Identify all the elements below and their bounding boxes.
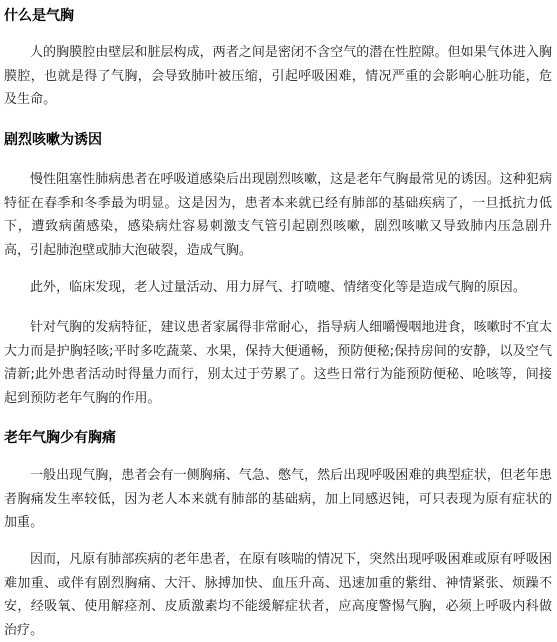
section-heading-cough-cause: 剧烈咳嗽为诱因	[4, 132, 102, 148]
section-heading-chest-pain: 老年气胸少有胸痛	[4, 430, 116, 446]
paragraph-warning: 因而，凡原有肺部疾病的老年患者，在原有咳喘的情况下，突然出现呼吸困难或原有呼吸困难加重、或伴有剧烈胸痛、大汗、脉搏加快、血压升高、迅速加重的紫绀、神情紧张、烦躁不安，经吸氧、使用解痉剂、皮质激素均不能缓解症状者，应高度警惕气胸，必须上呼吸内科做治疗。	[4, 552, 553, 638]
section-heading-what-is-pneumothorax: 什么是气胸	[4, 8, 74, 24]
paragraph-other-causes: 此外，临床发现，老人过量活动、用力屏气、打喷嚏、情绪变化等是造成气胸的原因。	[30, 280, 526, 295]
paragraph-definition: 人的胸膜腔由壁层和脏层构成，两者之间是密闭不含空气的潜在性腔隙。但如果气体进入胸膜腔，也就是得了气胸，会导致肺叶被压缩，引起呼吸困难，情况严重的会影响心脏功能，危及生命。	[4, 45, 553, 107]
paragraph-symptoms: 一般出现气胸，患者会有一侧胸痛、气急、憋气，然后出现呼吸困难的典型症状，但老年患者胸痛发生率较低，因为老人本来就有肺部的基础病，加上同感迟钝，可只表现为原有症状的加重。	[4, 468, 553, 530]
paragraph-prevention: 针对气胸的发病特征，建议患者家属得非常耐心，指导病人细嚼慢咽地进食，咳嗽时不宜太大力而是护胸轻咳;平时多吃蔬菜、水果，保持大便通畅，预防便秘;保持房间的安静，以及空气 清新;此外患者活动时得量力而行，别太过于劳累了。这些日常行为能预防便秘、呛咳等，间接起到预防老年气胸的作用。	[4, 320, 553, 406]
paragraph-cough-cause: 慢性阻塞性肺病患者在呼吸道感染后出现剧烈咳嗽，这是老年气胸最常见的诱因。这种犯病特征在春季和冬季最为明显。这是因为，患者本来就已经有肺部的基础疾病了，一旦抵抗力低下，遭致病菌感染，感染病灶容易刺激支气管引起剧烈咳嗽，剧烈咳嗽又导致肺内压急剧升高，引起肺泡壁或肺大泡破裂，造成气胸。	[4, 172, 553, 258]
